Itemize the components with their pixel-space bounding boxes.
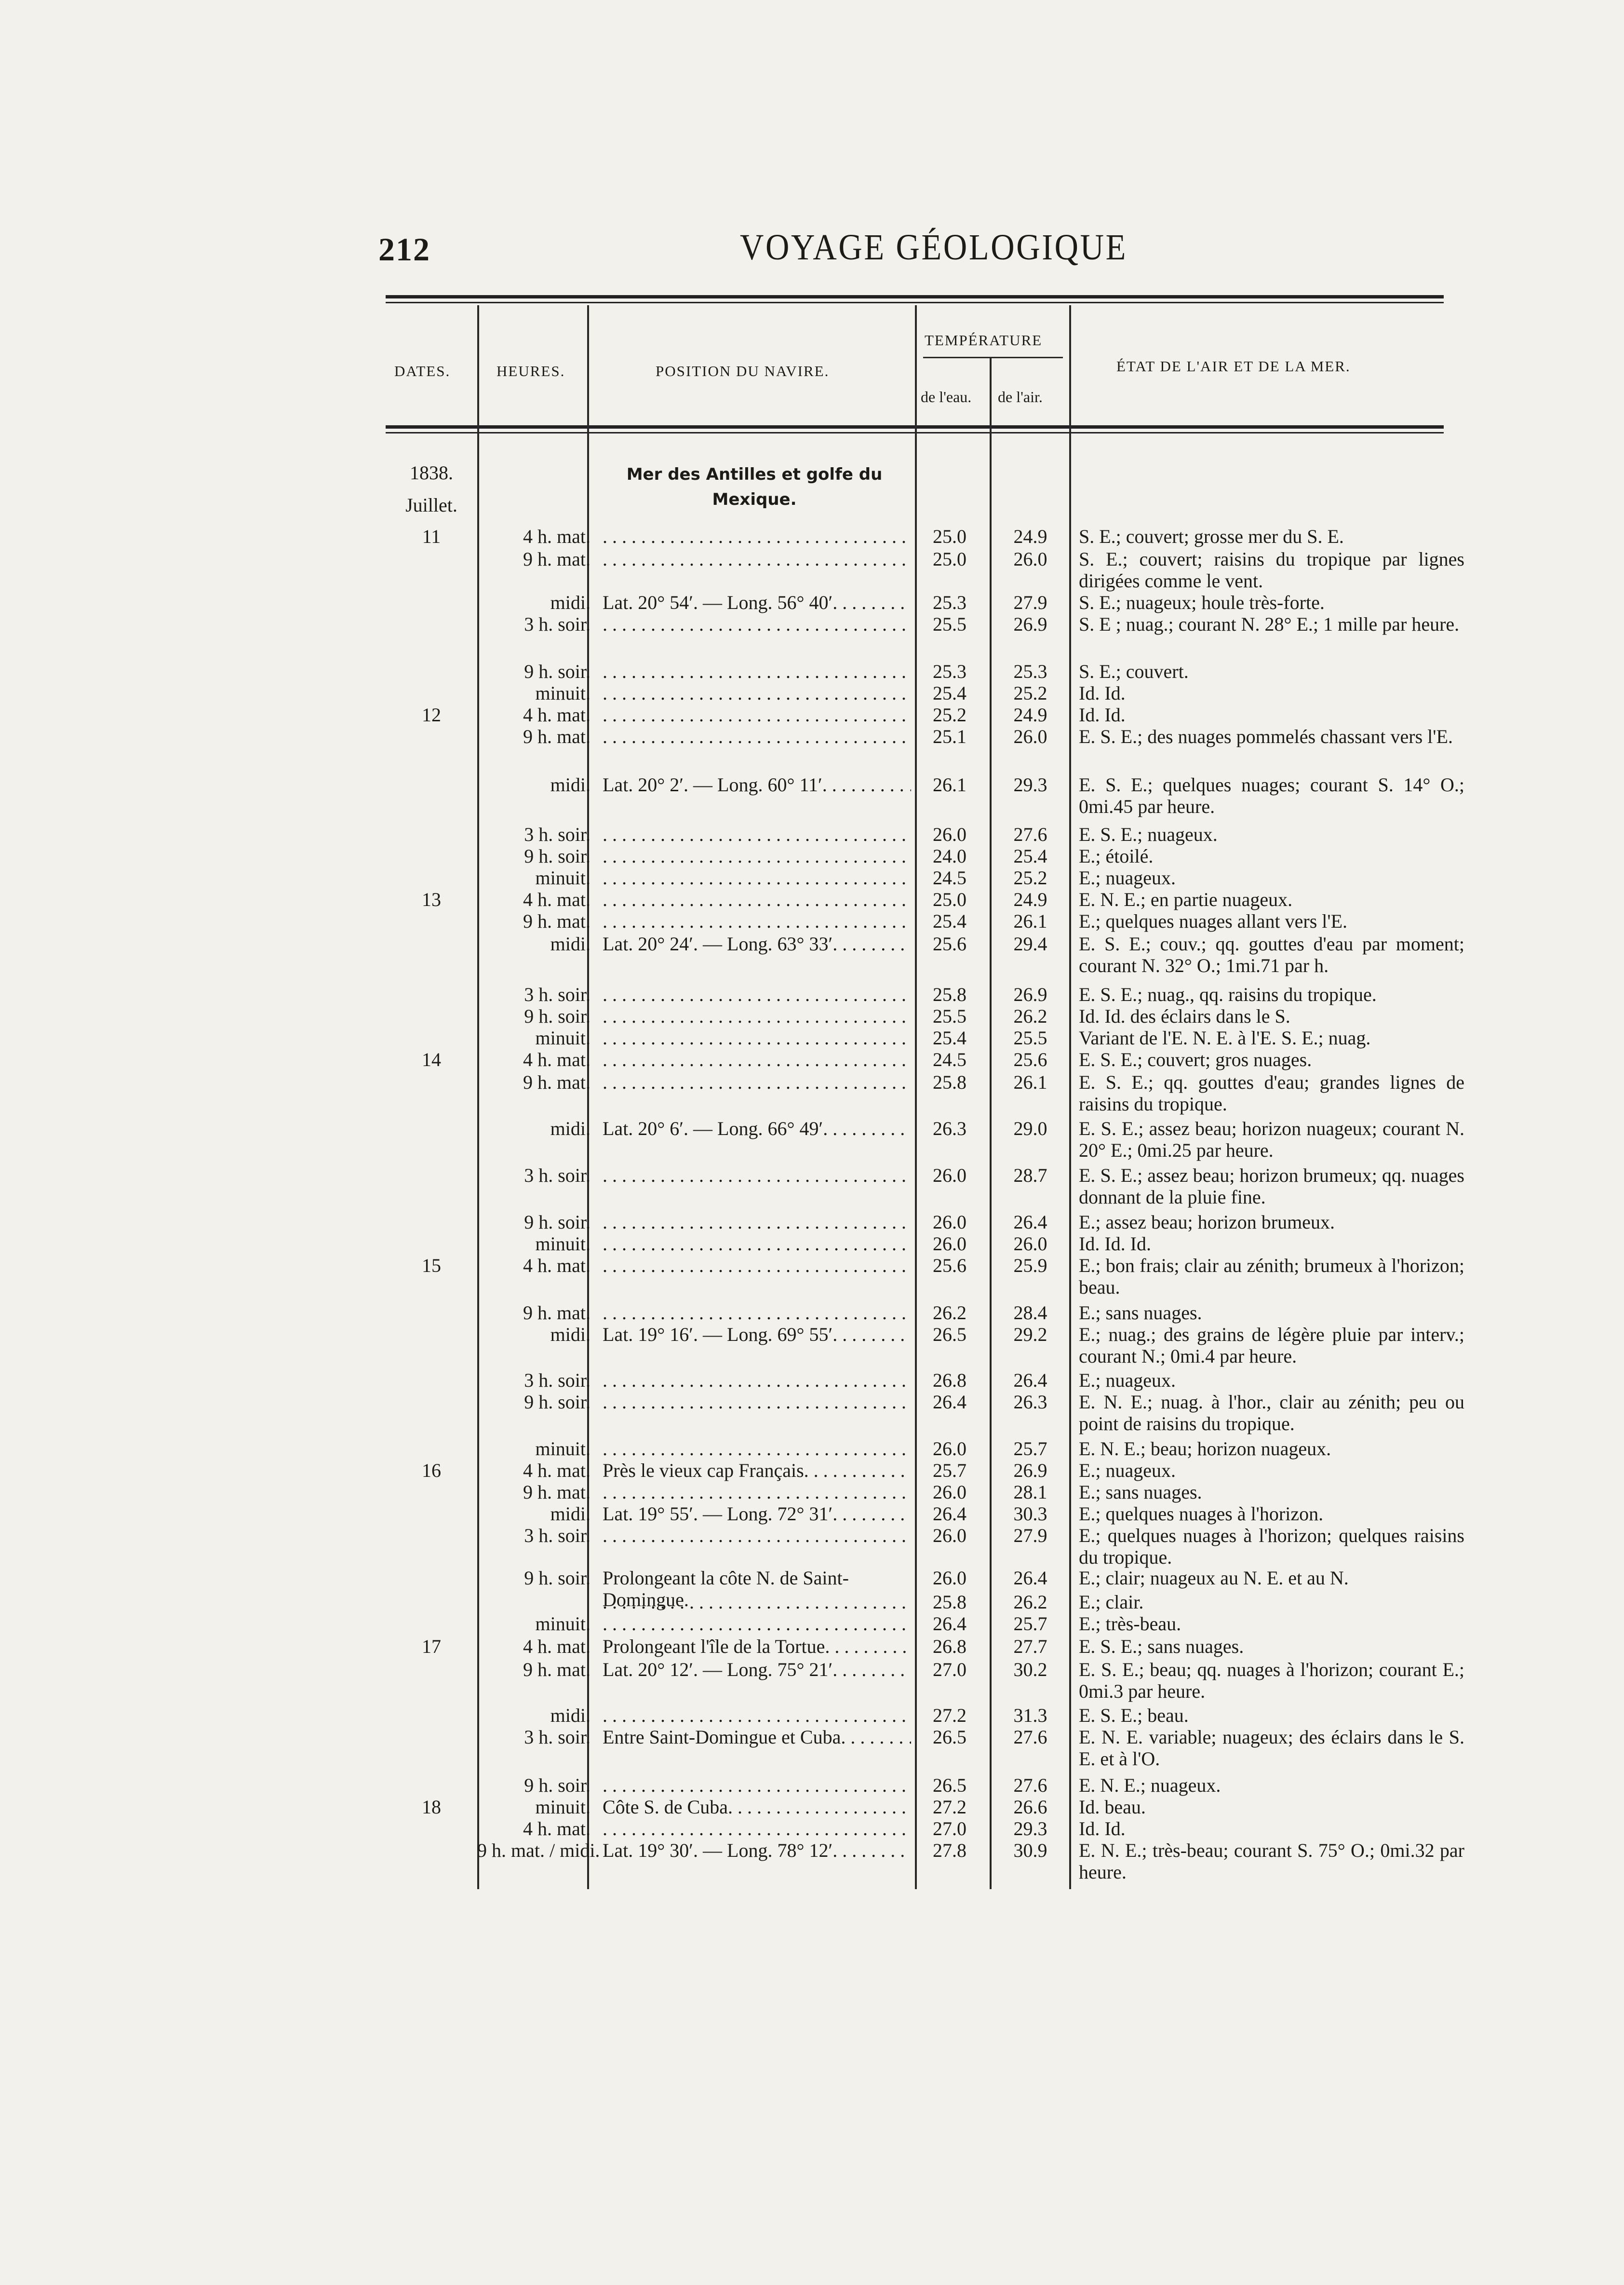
row-temp-air: 26.4 — [1013, 1567, 1047, 1589]
row-temp-air: 26.9 — [1013, 613, 1047, 635]
row-hour: 9 h. soir. — [524, 1211, 591, 1233]
row-temp-air: 25.9 — [1013, 1255, 1047, 1276]
row-position — [603, 1027, 911, 1049]
row-etat: E. S. E.; beau. — [1079, 1704, 1189, 1726]
row-date: 15 — [422, 1255, 441, 1276]
row-position: Lat. 20° 2′. — Long. 60° 11′. . . . — [603, 774, 911, 796]
row-position: Prolongeant l'île de la Tortue. . . . — [603, 1636, 911, 1657]
row-position — [603, 1438, 911, 1460]
row-temp-eau: 27.0 — [933, 1659, 966, 1680]
row-position — [603, 1049, 911, 1070]
row-temp-eau: 26.4 — [933, 1613, 966, 1635]
row-position: Lat. 20° 6′. — Long. 66° 49′. . . . — [603, 1118, 911, 1139]
row-position: Lat. 20° 12′. — Long. 75° 21′. . . . — [603, 1659, 911, 1680]
running-title: VOYAGE GÉOLOGIQUE — [740, 227, 1127, 268]
row-temp-air: 30.9 — [1013, 1839, 1047, 1861]
row-hour: 3 h. soir. — [524, 1164, 591, 1186]
row-etat: E.; nuageux. — [1079, 867, 1176, 889]
row-etat: E. N. E.; en partie nuageux. — [1079, 889, 1293, 910]
row-etat: E. S. E.; qq. gouttes d'eau; grandes lignes de raisins du tropique. — [1079, 1071, 1464, 1115]
row-temp-eau: 26.0 — [933, 1567, 966, 1589]
row-etat: E. S. E.; assez beau; horizon nuageux; courant N. 20° E.; 0mi.25 par heure. — [1079, 1118, 1464, 1161]
row-etat: E. S. E.; quelques nuages; courant S. 14° O.; 0mi.45 par heure. — [1079, 774, 1464, 817]
row-temp-eau: 25.4 — [933, 910, 966, 932]
row-temp-air: 26.6 — [1013, 1796, 1047, 1818]
row-temp-eau: 26.2 — [933, 1302, 966, 1324]
row-etat: E.; assez beau; horizon brumeux. — [1079, 1211, 1335, 1233]
row-temp-eau: 24.5 — [933, 1049, 966, 1070]
row-temp-eau: 25.6 — [933, 933, 966, 955]
row-temp-air: 29.3 — [1013, 1818, 1047, 1839]
row-temp-air: 26.2 — [1013, 1591, 1047, 1613]
row-hour: 9 h. mat. — [523, 1659, 591, 1680]
row-temp-air: 24.9 — [1013, 526, 1047, 547]
row-position — [603, 845, 911, 867]
column-divider-etat — [1069, 305, 1071, 1889]
row-etat: S. E ; nuag.; courant N. 28° E.; 1 mille par heure. — [1079, 613, 1460, 635]
row-temp-air: 27.7 — [1013, 1636, 1047, 1657]
row-temp-air: 27.6 — [1013, 1774, 1047, 1796]
row-position — [603, 1005, 911, 1027]
row-temp-air: 26.1 — [1013, 1071, 1047, 1093]
row-position — [603, 824, 911, 845]
row-position — [603, 1233, 911, 1255]
row-temp-air: 29.3 — [1013, 774, 1047, 796]
row-etat: E. N. E.; beau; horizon nuageux. — [1079, 1438, 1331, 1460]
row-position — [603, 867, 911, 889]
row-position: Côte S. de Cuba. . . . . . . . . . — [603, 1796, 911, 1818]
row-hour: minuit. — [535, 682, 591, 704]
row-temp-eau: 25.3 — [933, 592, 966, 613]
row-date: 12 — [422, 704, 441, 726]
row-hour: minuit. — [535, 867, 591, 889]
row-temp-air: 30.2 — [1013, 1659, 1047, 1680]
row-position — [603, 548, 911, 570]
row-temp-air: 25.2 — [1013, 682, 1047, 704]
row-temp-air: 27.6 — [1013, 1726, 1047, 1748]
row-position — [603, 726, 911, 747]
row-temp-air: 27.9 — [1013, 592, 1047, 613]
row-etat: E. S. E.; beau; qq. nuages à l'horizon; courant E.; 0mi.3 par heure. — [1079, 1659, 1464, 1702]
row-etat: E. S. E.; sans nuages. — [1079, 1636, 1244, 1657]
row-temp-eau: 26.5 — [933, 1324, 966, 1345]
row-position: Prolongeant la côte N. de Saint-Domingue. — [603, 1567, 849, 1610]
row-hour: 3 h. soir. — [524, 1369, 591, 1391]
row-temp-air: 26.0 — [1013, 1233, 1047, 1255]
row-temp-air: 25.3 — [1013, 661, 1047, 682]
row-etat: E. S. E.; couv.; qq. gouttes d'eau par moment; courant N. 32° O.; 1mi.71 par h. — [1079, 933, 1464, 976]
row-hour: 9 h. soir. — [524, 1005, 591, 1027]
row-temp-air: 26.3 — [1013, 1391, 1047, 1413]
row-position — [603, 984, 911, 1005]
row-temp-air: 28.4 — [1013, 1302, 1047, 1324]
row-hour: 4 h. mat. — [523, 704, 591, 726]
row-hour: midi. — [550, 1118, 591, 1139]
row-hour: midi. — [550, 1503, 591, 1525]
row-hour: minuit. — [535, 1796, 591, 1818]
row-temp-air: 28.1 — [1013, 1481, 1047, 1503]
row-position: Lat. 19° 30′. — Long. 78° 12′. . . . — [603, 1839, 911, 1861]
row-etat: E. N. E.; très-beau; courant S. 75° O.; 0mi.32 par heure. — [1079, 1839, 1464, 1883]
row-etat: E.; étoilé. — [1079, 845, 1154, 867]
row-position — [603, 1774, 911, 1796]
column-header-dates: DATES. — [394, 363, 451, 379]
row-temp-eau: 26.0 — [933, 1164, 966, 1186]
row-temp-eau: 25.0 — [933, 548, 966, 570]
row-hour: 3 h. soir. — [524, 1525, 591, 1546]
row-temp-eau: 25.0 — [933, 526, 966, 547]
row-temp-eau: 27.8 — [933, 1839, 966, 1861]
row-temp-air: 29.4 — [1013, 933, 1047, 955]
row-position — [603, 1391, 911, 1413]
column-header-eau: de l'eau. — [921, 388, 972, 406]
row-temp-eau: 25.4 — [933, 1027, 966, 1049]
row-temp-eau: 25.2 — [933, 704, 966, 726]
row-hour: 9 h. mat. — [523, 1071, 591, 1093]
column-divider-position — [915, 305, 917, 1889]
row-temp-air: 24.9 — [1013, 704, 1047, 726]
row-hour: 9 h. mat. — [523, 1302, 591, 1324]
row-temp-air: 31.3 — [1013, 1704, 1047, 1726]
row-temp-air: 26.9 — [1013, 984, 1047, 1005]
row-position: Lat. 19° 55′. — Long. 72° 31′. . . . — [603, 1503, 911, 1525]
row-hour: 4 h. mat. — [523, 526, 591, 547]
row-temp-eau: 27.2 — [933, 1796, 966, 1818]
row-hour: 9 h. soir. — [524, 661, 591, 682]
row-temp-eau: 25.5 — [933, 613, 966, 635]
row-temp-eau: 25.4 — [933, 682, 966, 704]
row-etat: E.; sans nuages. — [1079, 1481, 1202, 1503]
row-etat: E.; nuag.; des grains de légère pluie par interv.; courant N.; 0mi.4 par heure. — [1079, 1324, 1464, 1367]
row-etat: E.; clair; nuageux au N. E. et au N. — [1079, 1567, 1349, 1589]
row-position — [603, 661, 911, 682]
row-date: 14 — [422, 1049, 441, 1070]
row-etat: Variant de l'E. N. E. à l'E. S. E.; nuag. — [1079, 1027, 1371, 1049]
row-hour: 9 h. soir. — [524, 845, 591, 867]
row-etat: S. E.; couvert; grosse mer du S. E. — [1079, 526, 1344, 547]
row-hour: 3 h. soir. — [524, 1726, 591, 1748]
row-temp-eau: 26.4 — [933, 1391, 966, 1413]
row-temp-eau: 26.0 — [933, 1233, 966, 1255]
row-temp-air: 28.7 — [1013, 1164, 1047, 1186]
row-hour: 9 h. soir. — [524, 1774, 591, 1796]
row-temp-air: 27.6 — [1013, 824, 1047, 845]
row-hour: 4 h. mat. — [523, 1818, 591, 1839]
row-hour: 4 h. mat. — [523, 1460, 591, 1481]
row-position: Lat. 19° 16′. — Long. 69° 55′. . . . — [603, 1324, 911, 1345]
row-position — [603, 1071, 911, 1093]
row-temp-eau: 26.0 — [933, 1211, 966, 1233]
row-temp-air: 27.9 — [1013, 1525, 1047, 1546]
column-header-temperature: TEMPÉRATURE — [925, 332, 1043, 349]
row-etat: Id. Id. Id. — [1079, 1233, 1151, 1255]
row-etat: E.; quelques nuages allant vers l'E. — [1079, 910, 1348, 932]
column-divider-temp — [990, 357, 992, 1889]
row-hour: midi. — [550, 1324, 591, 1345]
row-temp-eau: 25.8 — [933, 1591, 966, 1613]
row-etat: E. S. E.; nuageux. — [1079, 824, 1218, 845]
row-etat: E. S. E.; assez beau; horizon brumeux; qq. nuages donnant de la pluie fine. — [1079, 1164, 1464, 1208]
row-hour: midi. — [550, 592, 591, 613]
row-temp-air: 24.9 — [1013, 889, 1047, 910]
row-position — [603, 1481, 911, 1503]
row-date: 17 — [422, 1636, 441, 1657]
row-hour: minuit. — [535, 1438, 591, 1460]
row-etat: E. S. E.; nuag., qq. raisins du tropique. — [1079, 984, 1377, 1005]
row-etat: Id. Id. — [1079, 1818, 1126, 1839]
row-temp-eau: 26.0 — [933, 824, 966, 845]
row-hour: 9 h. mat. / midi. — [477, 1839, 600, 1861]
row-etat: E. S. E.; des nuages pommelés chassant vers l'E. — [1079, 726, 1453, 747]
row-hour: 3 h. soir. — [524, 613, 591, 635]
row-hour: 4 h. mat. — [523, 1636, 591, 1657]
row-etat: S. E.; nuageux; houle très-forte. — [1079, 592, 1325, 613]
row-position: Lat. 20° 54′. — Long. 56° 40′. . . . — [603, 592, 911, 613]
row-temp-air: 25.2 — [1013, 867, 1047, 889]
row-temp-air: 25.4 — [1013, 845, 1047, 867]
row-temp-eau: 24.5 — [933, 867, 966, 889]
row-position — [603, 1255, 911, 1276]
year: 1838. — [410, 462, 453, 484]
row-temp-air: 25.7 — [1013, 1438, 1047, 1460]
row-temp-eau: 26.5 — [933, 1726, 966, 1748]
row-position — [603, 682, 911, 704]
row-position: Lat. 20° 24′. — Long. 63° 33′. . . . — [603, 933, 911, 955]
row-position — [603, 1302, 911, 1324]
row-position: Entre Saint-Domingue et Cuba. . . . — [603, 1726, 911, 1748]
row-temp-air: 26.9 — [1013, 1460, 1047, 1481]
row-temp-eau: 25.8 — [933, 984, 966, 1005]
row-position — [603, 1164, 911, 1186]
row-position — [603, 704, 911, 726]
month: Juillet. — [405, 494, 457, 516]
row-temp-eau: 24.0 — [933, 845, 966, 867]
row-date: 18 — [422, 1796, 441, 1818]
top-rule-thick — [386, 295, 1444, 298]
row-temp-eau: 26.1 — [933, 774, 966, 796]
row-temp-eau: 25.1 — [933, 726, 966, 747]
row-temp-air: 29.0 — [1013, 1118, 1047, 1139]
row-temp-eau: 26.8 — [933, 1369, 966, 1391]
row-temp-eau: 26.5 — [933, 1774, 966, 1796]
row-hour: minuit. — [535, 1027, 591, 1049]
row-temp-air: 26.1 — [1013, 910, 1047, 932]
row-position — [603, 1591, 911, 1613]
row-hour: 9 h. soir. — [524, 1567, 591, 1589]
row-position — [603, 526, 911, 547]
row-position — [603, 613, 911, 635]
row-position — [603, 1613, 911, 1635]
row-etat: Id. Id. — [1079, 682, 1126, 704]
row-position — [603, 1211, 911, 1233]
row-etat: E. N. E. variable; nuageux; des éclairs dans le S. E. et à l'O. — [1079, 1726, 1464, 1770]
row-hour: 3 h. soir. — [524, 984, 591, 1005]
row-etat: S. E.; couvert; raisins du tropique par lignes dirigées comme le vent. — [1079, 548, 1464, 592]
row-temp-air: 26.0 — [1013, 548, 1047, 570]
row-hour: minuit. — [535, 1613, 591, 1635]
column-header-air: de l'air. — [998, 388, 1043, 406]
row-temp-eau: 26.0 — [933, 1481, 966, 1503]
row-etat: Id. Id. — [1079, 704, 1126, 726]
row-temp-air: 25.5 — [1013, 1027, 1047, 1049]
row-hour: 3 h. soir. — [524, 824, 591, 845]
row-temp-eau: 27.2 — [933, 1704, 966, 1726]
row-temp-eau: 26.0 — [933, 1525, 966, 1546]
row-etat: E.; clair. — [1079, 1591, 1144, 1613]
row-position — [603, 889, 911, 910]
row-temp-air: 29.2 — [1013, 1324, 1047, 1345]
row-position — [603, 910, 911, 932]
row-temp-eau: 25.8 — [933, 1071, 966, 1093]
row-temp-eau: 25.5 — [933, 1005, 966, 1027]
column-header-position: POSITION DU NAVIRE. — [656, 363, 830, 379]
row-hour: 4 h. mat. — [523, 889, 591, 910]
row-etat: Id. Id. des éclairs dans le S. — [1079, 1005, 1290, 1027]
row-etat: S. E.; couvert. — [1079, 661, 1189, 682]
row-temp-eau: 26.4 — [933, 1503, 966, 1525]
row-hour: midi. — [550, 933, 591, 955]
row-temp-eau: 26.8 — [933, 1636, 966, 1657]
row-hour: 4 h. mat. — [523, 1255, 591, 1276]
row-temp-air: 26.4 — [1013, 1369, 1047, 1391]
row-hour: 4 h. mat. — [523, 1049, 591, 1070]
page-number: 212 — [378, 231, 430, 268]
row-hour: 9 h. soir. — [524, 1391, 591, 1413]
row-hour: 9 h. mat. — [523, 726, 591, 747]
row-temp-air: 25.6 — [1013, 1049, 1047, 1070]
row-position: Près le vieux cap Français. . . . . — [603, 1460, 911, 1481]
row-position — [603, 1525, 911, 1546]
row-etat: Id. beau. — [1079, 1796, 1146, 1818]
temperature-underline — [923, 357, 1063, 358]
row-temp-eau: 27.0 — [933, 1818, 966, 1839]
row-position — [603, 1369, 911, 1391]
row-date: 13 — [422, 889, 441, 910]
row-hour: midi. — [550, 1704, 591, 1726]
row-temp-eau: 26.0 — [933, 1438, 966, 1460]
row-hour: 9 h. mat. — [523, 1481, 591, 1503]
row-etat: E.; quelques nuages à l'horizon; quelques raisins du tropique. — [1079, 1525, 1464, 1568]
column-header-etat: ÉTAT DE L'AIR ET DE LA MER. — [1116, 358, 1351, 375]
row-hour: 9 h. mat. — [523, 910, 591, 932]
row-position — [603, 1704, 911, 1726]
row-date: 11 — [422, 526, 441, 547]
row-etat: E. N. E.; nuag. à l'hor., clair au zénith; peu ou point de raisins du tropique. — [1079, 1391, 1464, 1434]
row-temp-air: 26.0 — [1013, 726, 1047, 747]
row-temp-eau: 26.3 — [933, 1118, 966, 1139]
sea-title: Mer des Antilles et golfe du Mexique. — [626, 465, 883, 509]
row-temp-air: 30.3 — [1013, 1503, 1047, 1525]
row-etat: E.; quelques nuages à l'horizon. — [1079, 1503, 1324, 1525]
row-hour: minuit. — [535, 1233, 591, 1255]
row-temp-air: 26.4 — [1013, 1211, 1047, 1233]
column-header-heures: HEURES. — [497, 363, 565, 379]
row-date: 16 — [422, 1460, 441, 1481]
row-etat: E.; bon frais; clair au zénith; brumeux à l'horizon; beau. — [1079, 1255, 1464, 1298]
row-etat: E. N. E.; nuageux. — [1079, 1774, 1221, 1796]
row-etat: E.; nuageux. — [1079, 1460, 1176, 1481]
row-etat: E.; sans nuages. — [1079, 1302, 1202, 1324]
row-temp-eau: 25.3 — [933, 661, 966, 682]
row-temp-air: 25.7 — [1013, 1613, 1047, 1635]
row-etat: E.; nuageux. — [1079, 1369, 1176, 1391]
row-position — [603, 1818, 911, 1839]
row-hour: 9 h. mat. — [523, 548, 591, 570]
row-temp-air: 26.2 — [1013, 1005, 1047, 1027]
top-rule-thin — [386, 302, 1444, 303]
row-temp-eau: 25.0 — [933, 889, 966, 910]
row-temp-eau: 25.6 — [933, 1255, 966, 1276]
row-etat: E. S. E.; couvert; gros nuages. — [1079, 1049, 1312, 1070]
row-etat: E.; très-beau. — [1079, 1613, 1181, 1635]
row-temp-eau: 25.7 — [933, 1460, 966, 1481]
row-hour: midi. — [550, 774, 591, 796]
